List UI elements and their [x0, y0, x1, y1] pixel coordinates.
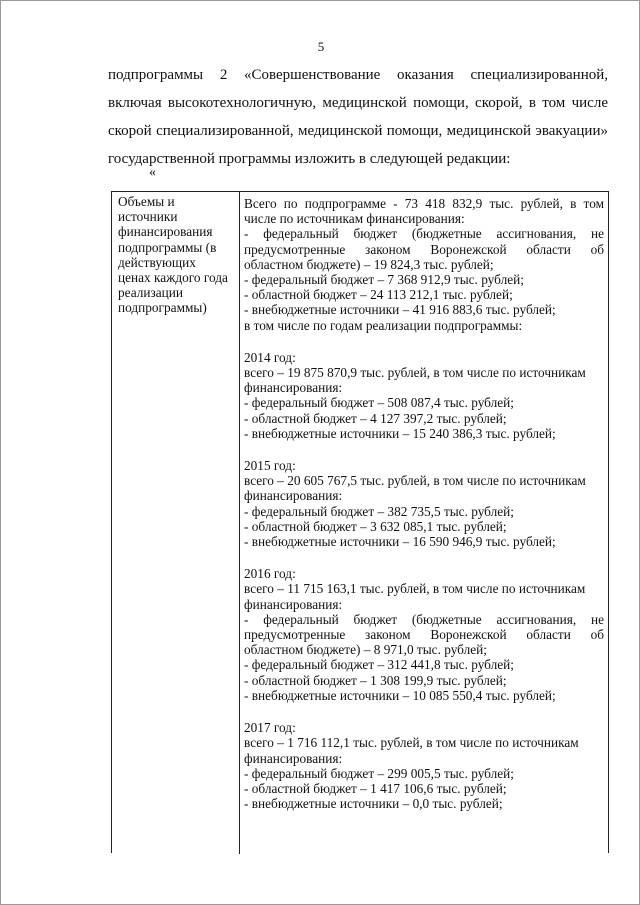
left-cell-line: подпрограммы) [118, 300, 207, 316]
financing-line: - внебюджетные источники – 0,0 тыс. рублей; [244, 796, 503, 812]
financing-line: предусмотренные законом Воронежской области об [244, 241, 604, 257]
financing-line: числе по источникам финансирования: [244, 211, 465, 227]
financing-line: предусмотренные законом Воронежской области об [244, 627, 604, 643]
blank-line [244, 333, 604, 350]
left-cell-line: подпрограммы (в [118, 239, 217, 255]
financing-line: финансирования: [244, 596, 343, 612]
financing-line: - областной бюджет – 24 113 212,1 тыс. рублей; [244, 287, 513, 303]
financing-line: - федеральный бюджет – 299 005,5 тыс. рублей; [244, 765, 514, 781]
intro-line: скорой специализированной, медицинской помощи, медицинской эвакуации» [108, 123, 608, 139]
financing-line: - областной бюджет – 3 632 085,1 тыс. рублей; [244, 518, 507, 534]
financing-line: областном бюджете) – 8 971,0 тыс. рублей; [244, 642, 487, 658]
financing-line: всего – 20 605 767,5 тыс. рублей, в том числе по источникам [244, 473, 586, 489]
intro-line: подпрограммы 2 «Совершенствование оказания специализированной, [108, 67, 608, 83]
financing-line: всего – 1 716 112,1 тыс. рублей, в том числе по источникам [244, 735, 579, 751]
financing-line: всего – 11 715 163,1 тыс. рублей, в том числе по источникам [244, 581, 586, 597]
financing-line: - областной бюджет – 4 127 397,2 тыс. рублей; [244, 410, 507, 426]
financing-line: - федеральный бюджет – 508 087,4 тыс. рублей; [244, 395, 514, 411]
table-left-cell [118, 194, 236, 316]
intro-line: включая высокотехнологичную, медицинской помощи, скорой, в том числе [108, 95, 608, 111]
year-heading: 2016 год: [244, 566, 296, 582]
blank-line [244, 703, 604, 720]
year-heading: 2017 год: [244, 720, 296, 736]
financing-line: в том числе по годам реализации подпрограммы: [244, 317, 523, 333]
financing-line: - федеральный бюджет – 382 735,5 тыс. рублей; [244, 503, 514, 519]
left-cell-line: ценах каждого года [118, 270, 228, 286]
financing-line: - внебюджетные источники – 15 240 386,3 тыс. рублей; [244, 425, 556, 441]
page-number: 5 [317, 39, 325, 54]
opening-quote-mark: « [149, 165, 156, 180]
year-heading: 2014 год: [244, 349, 296, 365]
left-cell-line: реализации [118, 285, 183, 301]
left-cell-line: финансирования [118, 224, 213, 240]
intro-line: государственной программы изложить в следующей редакции: [108, 151, 511, 167]
financing-line: - федеральный бюджет – 7 368 912,9 тыс. рублей; [244, 272, 524, 288]
financing-line: - федеральный бюджет (бюджетные ассигнования, не [244, 611, 604, 627]
blank-line [244, 441, 604, 458]
table-column-divider [239, 192, 240, 854]
left-cell-line: Объемы и [118, 194, 175, 209]
blank-line [244, 549, 604, 566]
year-heading: 2015 год: [244, 458, 296, 474]
financing-table [111, 191, 609, 853]
financing-line: всего – 19 875 870,9 тыс. рублей, в том числе по источникам [244, 365, 586, 381]
financing-line: - внебюджетные источники – 41 916 883,6 тыс. рублей; [244, 302, 556, 318]
financing-line: - областной бюджет – 1 417 106,6 тыс. рублей; [244, 780, 507, 796]
financing-line: областном бюджете) – 19 824,3 тыс. рублей; [244, 256, 494, 272]
financing-line: финансирования: [244, 488, 343, 504]
table-right-cell [244, 196, 604, 811]
left-cell-line: действующих [118, 254, 196, 270]
financing-line: - внебюджетные источники – 16 590 946,9 тыс. рублей; [244, 534, 556, 550]
financing-line: финансирования: [244, 750, 343, 766]
financing-line: - федеральный бюджет (бюджетные ассигнования, не [244, 226, 604, 242]
financing-line: - областной бюджет – 1 308 199,9 тыс. рублей; [244, 672, 507, 688]
financing-line: - внебюджетные источники – 10 085 550,4 тыс. рублей; [244, 687, 556, 703]
left-cell-line: источники [118, 209, 178, 225]
financing-line: - федеральный бюджет – 312 441,8 тыс. рублей; [244, 657, 514, 673]
financing-line: Всего по подпрограмме - 73 418 832,9 тыс. рублей, в том [244, 196, 604, 211]
financing-line: финансирования: [244, 380, 343, 396]
